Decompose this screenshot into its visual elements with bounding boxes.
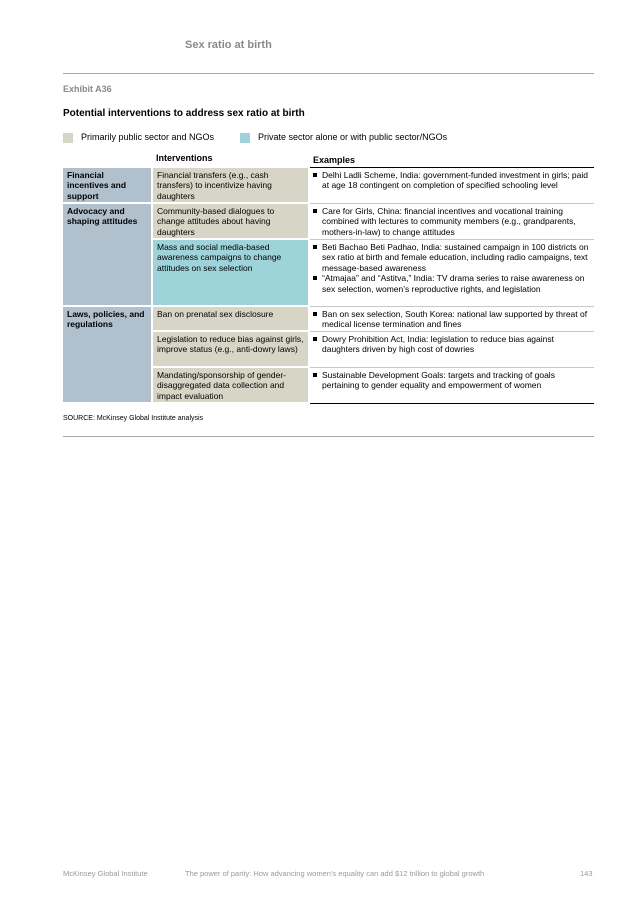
bullet-square-icon (313, 373, 317, 377)
category-laws: Laws, policies, and regulations (63, 307, 151, 402)
bullet-square-icon (313, 245, 317, 249)
examples-cell (310, 309, 594, 330)
examples-cell (310, 370, 594, 391)
example-bullet: “Atmajaa” and “Astitva,” India: TV drama series to raise awareness on sex selection, women’s reproductive rights, and legislation (310, 273, 594, 294)
examples-cell (310, 242, 594, 294)
source-note: SOURCE: McKinsey Global Institute analysis (63, 415, 204, 422)
intervention-cell: Legislation to reduce bias against girls, improve status (e.g., anti-dowry laws) (153, 332, 308, 366)
footer-page-number: 143 (580, 869, 593, 878)
legend-private-label: Private sector alone or with public sector/NGOs (258, 132, 448, 142)
bullet-square-icon (313, 337, 317, 341)
header-divider (63, 73, 594, 74)
example-bullet: Delhi Ladli Scheme, India: government-funded investment in girls; paid at age 18 contingent on completion of specified schooling level (310, 170, 594, 191)
bullet-square-icon (313, 173, 317, 177)
example-bullet: Ban on sex selection, South Korea: national law supported by threat of medical license termination and fines (310, 309, 594, 330)
section-title: Sex ratio at birth (185, 39, 272, 51)
bullet-square-icon (313, 209, 317, 213)
intervention-cell: Ban on prenatal sex disclosure (153, 307, 308, 330)
example-bullet: Sustainable Development Goals: targets and tracking of goals pertaining to gender equality and empowerment of women (310, 370, 594, 391)
exhibit-label: Exhibit A36 (63, 84, 112, 94)
bullet-square-icon (313, 276, 317, 280)
source-divider (63, 436, 594, 437)
intervention-cell: Mass and social media-based awareness campaigns to change attitudes on sex selection (153, 240, 308, 305)
intervention-cell: Financial transfers (e.g., cash transfers) to incentivize having daughters (153, 168, 308, 202)
exhibit-title: Potential interventions to address sex ratio at birth (63, 108, 305, 119)
examples-cell (310, 334, 594, 355)
row-divider (310, 331, 594, 332)
column-header-interventions: Interventions (156, 153, 213, 163)
row-divider (310, 367, 594, 368)
category-financial: Financial incentives and support (63, 168, 151, 202)
examples-cell (310, 206, 594, 237)
example-bullet: Care for Girls, China: financial incentives and vocational training combined with lectures to community members (e.g., grandparents, mothers-in-law) to change attitudes (310, 206, 594, 237)
bullet-square-icon (313, 312, 317, 316)
column-header-examples: Examples (313, 155, 356, 165)
legend-private-swatch (240, 133, 250, 143)
example-bullet: Dowry Prohibition Act, India: legislation to reduce bias against daughters driven by high cost of dowries (310, 334, 594, 355)
examples-cell (310, 170, 594, 191)
legend-public-label: Primarily public sector and NGOs (81, 132, 215, 142)
intervention-cell: Community-based dialogues to change attitudes about having daughters (153, 204, 308, 238)
footer-publisher: McKinsey Global Institute (63, 869, 148, 878)
legend-public-swatch (63, 133, 73, 143)
examples-bottom-rule (310, 403, 594, 404)
intervention-cell: Mandating/sponsorship of gender-disaggregated data collection and impact evaluation (153, 368, 308, 402)
footer-report-title: The power of parity: How advancing women’s equality can add $12 trillion to global growth (185, 869, 485, 878)
category-advocacy: Advocacy and shaping attitudes (63, 204, 151, 305)
example-bullet: Beti Bachao Beti Padhao, India: sustained campaign in 100 districts on sex ratio at birth and female education, including radio campaigns, text message-based awareness (310, 242, 594, 273)
examples-header-rule (310, 167, 594, 168)
row-divider (310, 203, 594, 204)
row-divider (310, 306, 594, 307)
row-divider (310, 239, 594, 240)
